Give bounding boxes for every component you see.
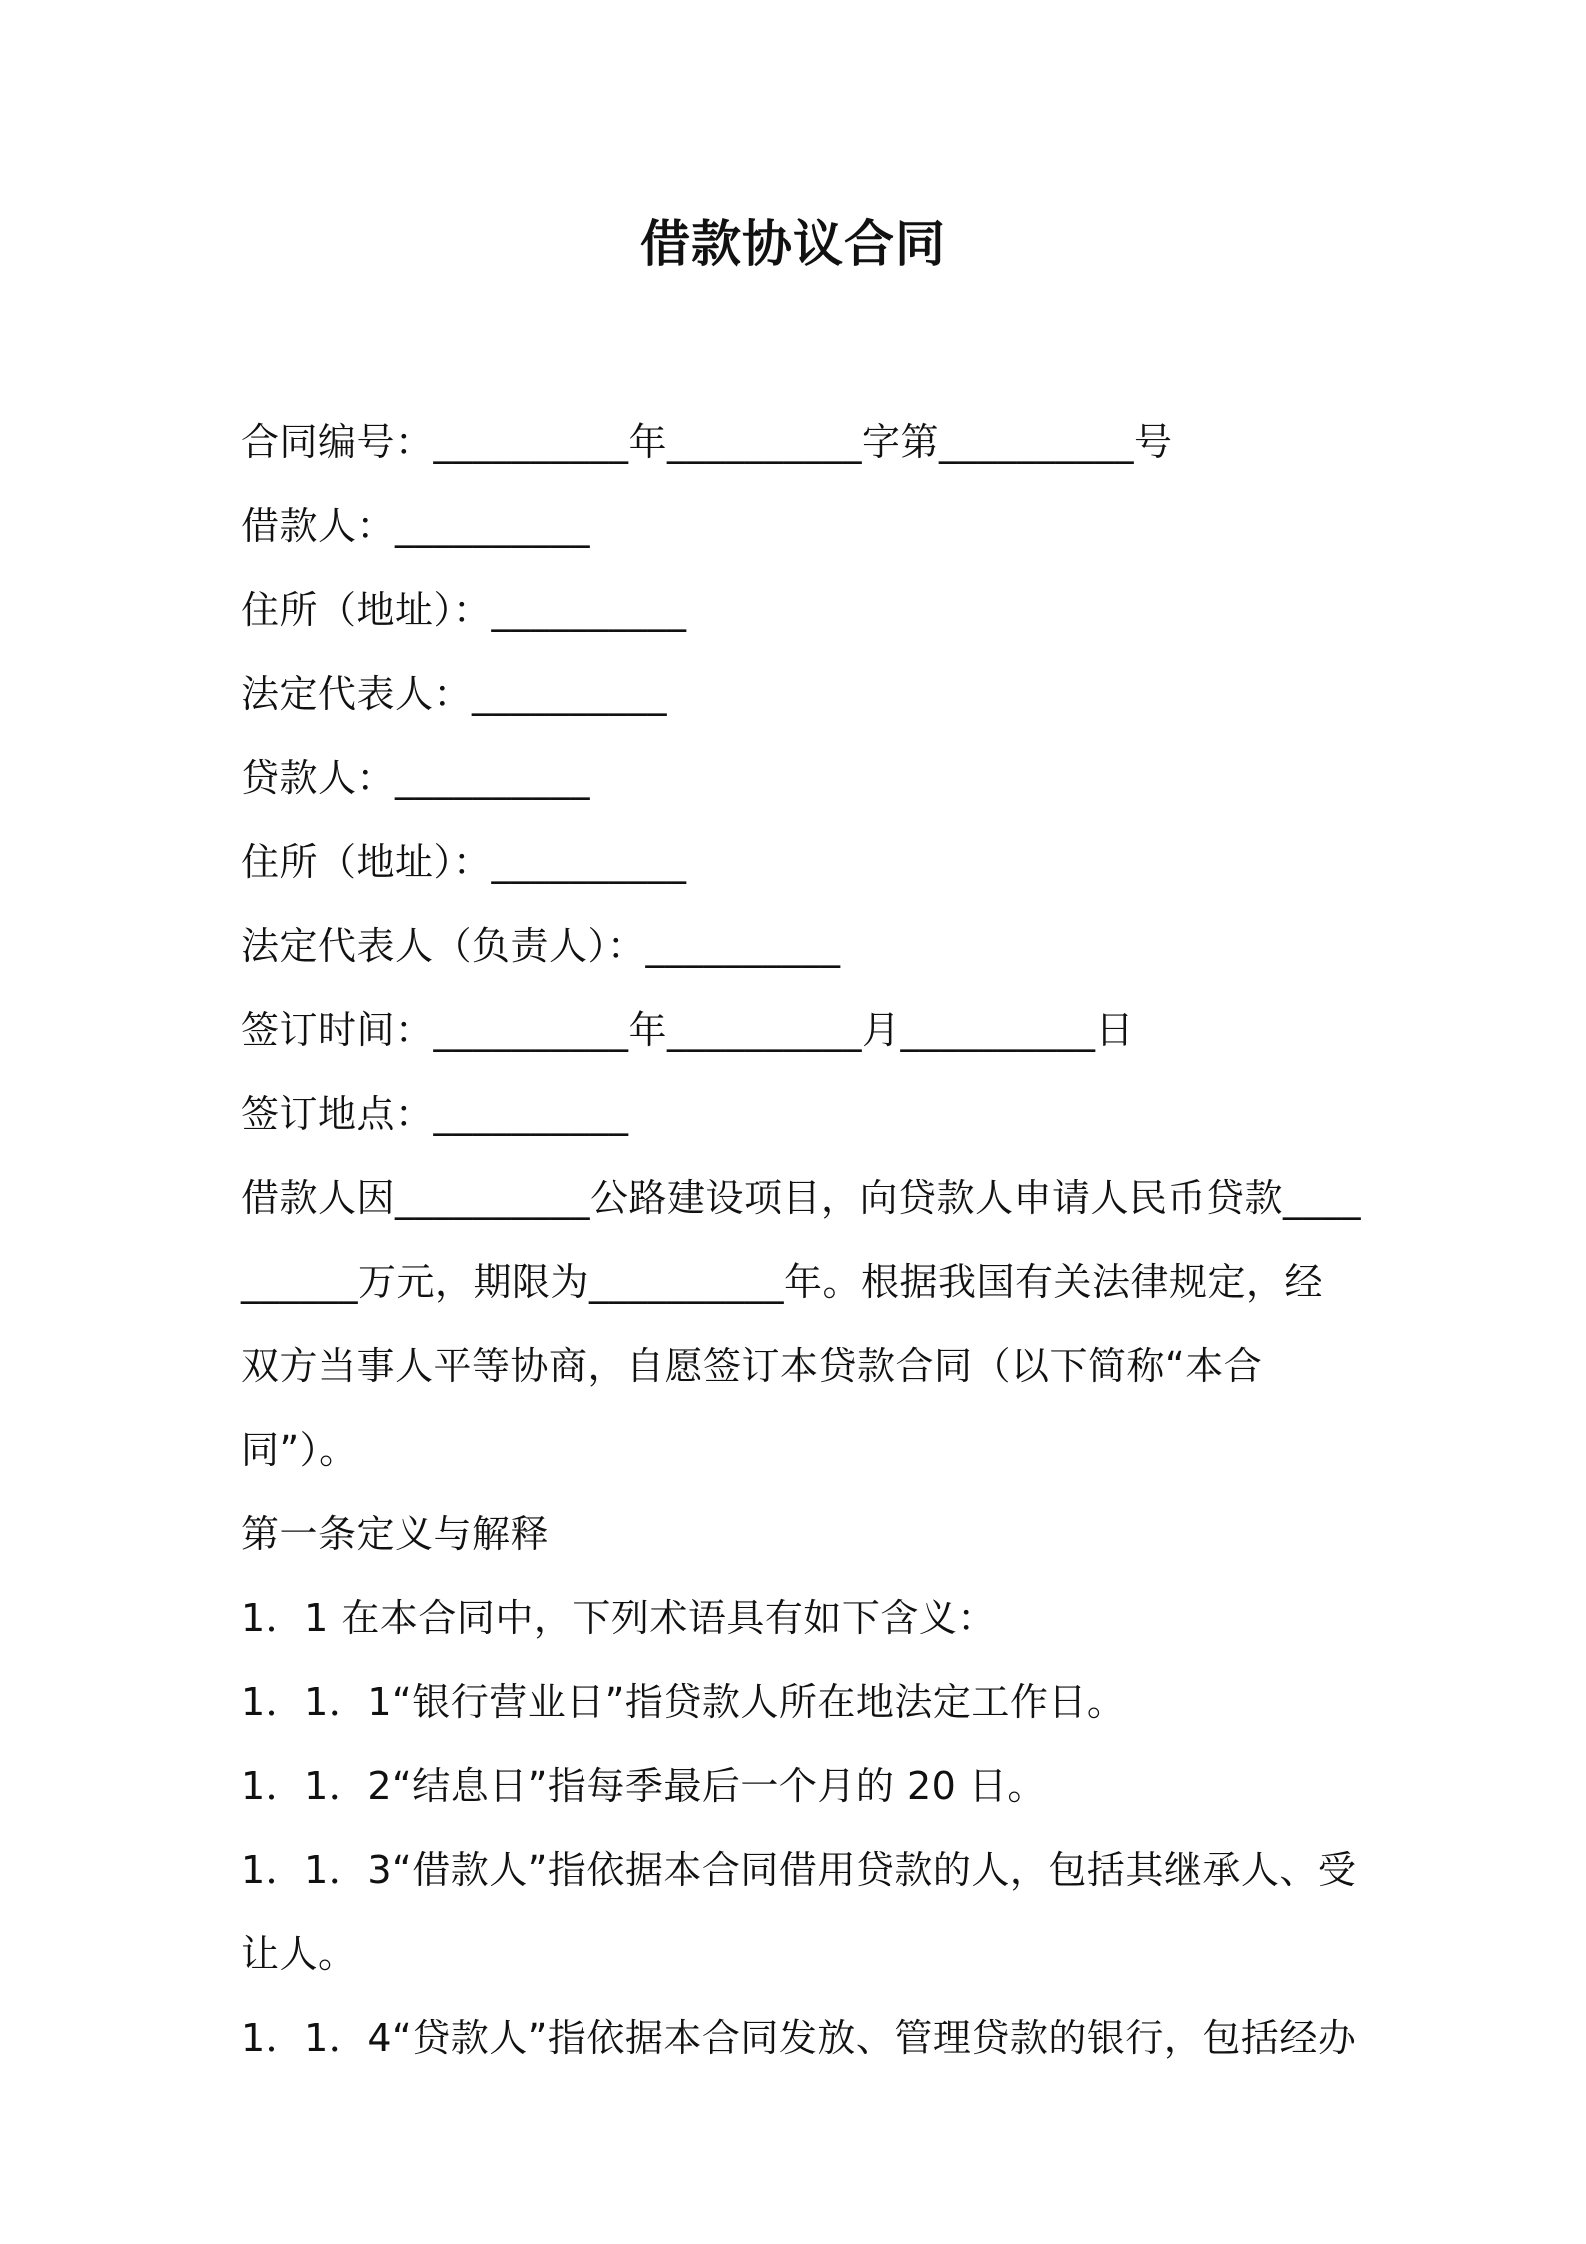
signing-place-line: 签订地点：__________	[241, 1092, 629, 1136]
contract-number-line: 合同编号：__________年__________字第__________号	[241, 420, 1173, 464]
clause-1-1-1: 1．1．1“银行营业日”指贷款人所在地法定工作日。	[241, 1680, 1126, 1724]
lender-line: 贷款人：__________	[241, 756, 591, 800]
clause-1-1: 1．1 在本合同中，下列术语具有如下含义：	[241, 1596, 996, 1640]
clause-1-1-3: 1．1．3“借款人”指依据本合同借用贷款的人，包括其继承人、受让人。	[241, 1848, 1357, 1976]
lender-legal-rep-line: 法定代表人（负责人）：__________	[241, 924, 841, 968]
document-title: 借款协议合同	[640, 215, 946, 273]
borrower-line: 借款人：__________	[241, 504, 591, 548]
article-heading: 第一条定义与解释	[241, 1512, 550, 1556]
borrower-legal-rep-line: 法定代表人：__________	[241, 672, 668, 716]
document-body	[241, 400, 1361, 2080]
signing-date-line: 签订时间：__________年__________月__________日	[241, 1008, 1135, 1052]
clause-1-1-2: 1．1．2“结息日”指每季最后一个月的 20 日。	[241, 1764, 1046, 1808]
borrower-address-line: 住所（地址）：__________	[241, 588, 687, 632]
clause-1-1-4: 1．1．4“贷款人”指依据本合同发放、管理贷款的银行，包括经办	[241, 2016, 1357, 2060]
lender-address-line: 住所（地址）：__________	[241, 840, 687, 884]
intro-paragraph: 借款人因__________公路建设项目，向贷款人申请人民币贷款__________万元，期限为__________年。根据我国有关法律规定，经双方当事人平等协商，自愿签订本贷款合同（以下简称“本合同”）。	[241, 1176, 1362, 1472]
